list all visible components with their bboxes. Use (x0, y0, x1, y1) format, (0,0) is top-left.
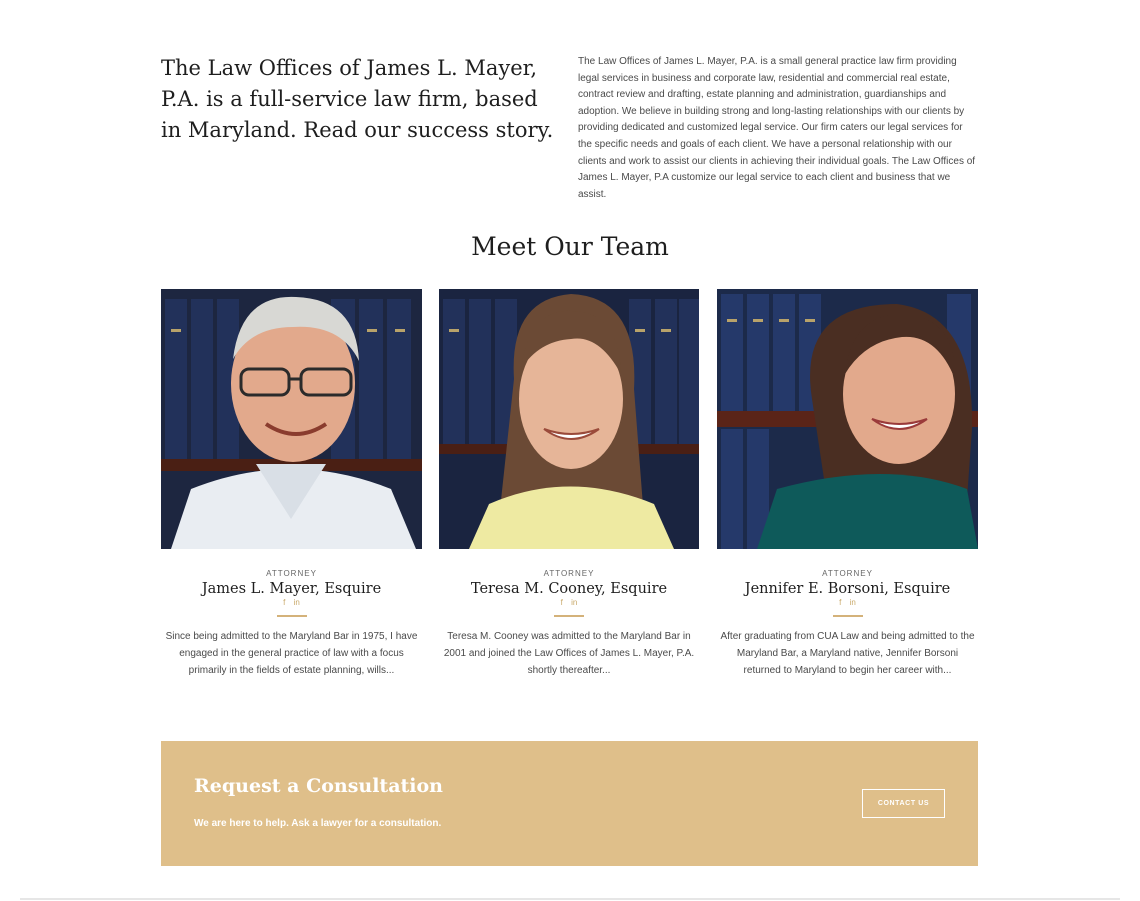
member-bio: After graduating from CUA Law and being admitted to the Maryland Bar, a Maryland native, Jennifer Borsoni returned to Maryland to begin her career with... (720, 631, 975, 676)
footer-divider (20, 898, 1120, 900)
linkedin-icon[interactable]: in (293, 598, 300, 607)
linkedin-icon[interactable]: in (571, 598, 578, 607)
consultation-banner (161, 741, 978, 866)
linkedin-icon[interactable]: in (849, 598, 856, 607)
consultation-subtitle: We are here to help. Ask a lawyer for a consultation. (194, 818, 442, 829)
member-role: ATTORNEY (543, 569, 595, 578)
team-member-card-jennifer-borsoni (717, 289, 978, 679)
facebook-icon[interactable]: f (283, 598, 286, 607)
attorney-photo-james-mayer[interactable] (161, 289, 422, 549)
team-member-card-james-mayer (161, 289, 422, 679)
contact-us-button[interactable]: CONTACT US (862, 789, 945, 818)
name-divider (833, 615, 863, 617)
intro-description: The Law Offices of James L. Mayer, P.A. is a small general practice law firm providing legal services in business and corporate law, residential and commercial real estate, contract review and drafting, estate planning and administration, guardianships and adoption. We believe in building strong and long-lasting relationships with our clients by providing dedicated and customized legal service. Our firm caters our legal services for the specific needs and goals of each client. We have a personal relationship with our clients and work to assist our clients in achieving their individual goals. The Law Offices of James L. Mayer, P.A customize our legal service to each client and business that we assist. (578, 56, 976, 200)
intro-heading: The Law Offices of James L. Mayer, P.A. is a full-service law firm, based in Maryland. Read our success story. (161, 56, 554, 142)
member-name[interactable]: James L. Mayer, Esquire (201, 581, 382, 597)
social-links (439, 598, 699, 607)
team-member-card-teresa-cooney (439, 289, 699, 679)
attorney-photo-jennifer-borsoni[interactable] (717, 289, 978, 549)
social-links (717, 598, 978, 607)
name-divider (277, 615, 307, 617)
facebook-icon[interactable]: f (839, 598, 842, 607)
social-links (161, 598, 422, 607)
member-name[interactable]: Jennifer E. Borsoni, Esquire (744, 581, 951, 597)
name-divider (554, 615, 584, 617)
team-section-title: Meet Our Team (471, 232, 669, 261)
member-role: ATTORNEY (822, 569, 873, 578)
member-bio: Since being admitted to the Maryland Bar in 1975, I have engaged in the general practice of law with a focus primarily in the fields of estate planning, wills... (165, 631, 418, 676)
member-bio: Teresa M. Cooney was admitted to the Maryland Bar in 2001 and joined the Law Offices of James L. Mayer, P.A. shortly thereafter... (443, 631, 695, 676)
consultation-title: Request a Consultation (194, 775, 443, 797)
member-role: ATTORNEY (266, 569, 317, 578)
member-name[interactable]: Teresa M. Cooney, Esquire (470, 581, 668, 597)
facebook-icon[interactable]: f (560, 598, 563, 607)
attorney-photo-teresa-cooney[interactable] (439, 289, 699, 549)
